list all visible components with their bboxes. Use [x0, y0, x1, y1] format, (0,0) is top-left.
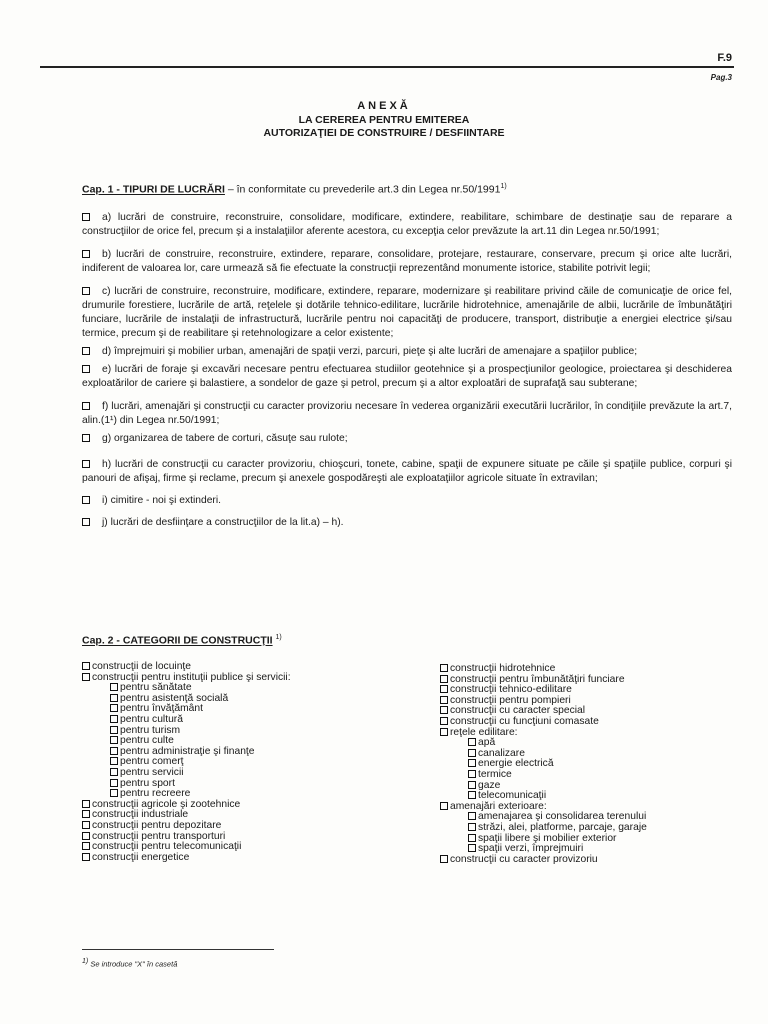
- category-item: [82, 853, 291, 864]
- cap2-left-column: [82, 662, 291, 863]
- checkbox[interactable]: [82, 821, 90, 829]
- category-label: termice: [478, 768, 512, 780]
- work-type-label: e) lucrări de foraje şi excavări necesare pentru efectuarea studiilor geotehnice şi a prospecţiunilor geologice, proiectarea şi deschiderea exploatărilor de cariere şi balastiere, a sondelor de gaze şi petrol, precum şi a altor exploatări de suprafaţă sau subterane;: [82, 364, 732, 389]
- title-line-3: AUTORIZAŢIEI DE CONSTRUIRE / DESFIINTARE: [263, 127, 505, 139]
- checkbox[interactable]: [440, 696, 448, 704]
- checkbox[interactable]: [110, 704, 118, 712]
- category-label: pentru învăţământ: [120, 703, 203, 715]
- title-line-2: LA CEREREA PENTRU EMITEREA: [298, 114, 470, 126]
- category-label: construcţii pentru depozitare: [92, 819, 222, 831]
- category-label: construcţii cu caracter provizoriu: [450, 853, 598, 865]
- checkbox[interactable]: [82, 853, 90, 861]
- work-type-item: [82, 285, 732, 341]
- category-item: [82, 747, 291, 758]
- category-label: pentru sport: [120, 777, 175, 789]
- cap1-subtitle: – în conformitate cu prevederile art.3 din Legea nr.50/1991: [224, 183, 501, 196]
- checkbox[interactable]: [440, 802, 448, 810]
- footnote-marker: 1): [82, 958, 89, 965]
- checkbox[interactable]: [82, 434, 90, 442]
- category-item: [440, 770, 647, 781]
- category-label: pentru comerţ: [120, 756, 184, 768]
- checkbox[interactable]: [82, 365, 90, 373]
- footnote-rule: [82, 949, 274, 950]
- checkbox[interactable]: [440, 675, 448, 683]
- category-label: energie electrică: [478, 758, 554, 770]
- category-label: telecomunicaţii: [478, 790, 547, 802]
- checkbox[interactable]: [110, 683, 118, 691]
- checkbox[interactable]: [468, 759, 476, 767]
- category-label: construcţii industriale: [92, 809, 189, 821]
- category-item: [82, 757, 291, 768]
- category-label: pentru sănătate: [120, 682, 192, 694]
- checkbox[interactable]: [82, 518, 90, 526]
- work-type-label: c) lucrări de construire, reconstruire, modificare, extindere, reparare, modernizare şi reabilitare privind căile de comunicaţie de orice fel, drumurile forestiere, lucrările de artă, reţelele şi dotările tehnico-edilitare, lucrările hidrotehnice, amenajările de albii, lucrările de îmbunătăţiri funciare, lucrările de instalaţii de infrastructură, lucrările pentru noi capacităţi de producere, transport, distribuţie a energiei electrice şi/sau termice, precum şi de reabilitare şi retehnologizare a celor existente;: [82, 286, 732, 339]
- document-title: [0, 100, 768, 140]
- checkbox[interactable]: [440, 706, 448, 714]
- category-label: pentru recreere: [120, 788, 191, 800]
- work-type-item: [82, 494, 732, 508]
- form-code: F.9: [717, 52, 732, 64]
- checkbox[interactable]: [110, 768, 118, 776]
- checkbox[interactable]: [468, 812, 476, 820]
- work-type-item: [82, 432, 732, 446]
- checkbox[interactable]: [468, 844, 476, 852]
- work-type-item: [82, 516, 732, 530]
- work-type-item: [82, 458, 732, 486]
- category-item: [82, 726, 291, 737]
- work-type-label: i) cimitire - noi şi extinderi.: [102, 495, 222, 506]
- category-label: construcţii tehnico-edilitare: [450, 684, 572, 696]
- header-rule: [40, 66, 734, 68]
- checkbox[interactable]: [82, 662, 90, 670]
- title-annex: ANEXĂ: [357, 100, 411, 112]
- category-label: construcţii pentru pompieri: [450, 694, 571, 706]
- category-item: [440, 855, 647, 866]
- cap1-footnote-ref: 1): [500, 183, 507, 190]
- work-type-item: [82, 400, 732, 428]
- work-type-item: [82, 248, 732, 276]
- checkbox[interactable]: [468, 738, 476, 746]
- category-label: amenajări exterioare:: [450, 800, 547, 812]
- category-label: gaze: [478, 779, 501, 791]
- checkbox[interactable]: [110, 779, 118, 787]
- checkbox[interactable]: [82, 213, 90, 221]
- checkbox[interactable]: [110, 694, 118, 702]
- checkbox[interactable]: [468, 834, 476, 842]
- checkbox[interactable]: [82, 832, 90, 840]
- cap2-footnote-ref: 1): [275, 634, 282, 641]
- category-label: pentru culte: [120, 735, 174, 747]
- category-label: amenajarea şi consolidarea terenului: [478, 811, 647, 823]
- checkbox[interactable]: [82, 800, 90, 808]
- work-type-label: g) organizarea de tabere de corturi, căsuţe sau rulote;: [102, 433, 348, 444]
- category-label: spaţii libere şi mobilier exterior: [478, 832, 617, 844]
- category-label: construcţii cu caracter special: [450, 705, 586, 717]
- category-label: pentru turism: [120, 724, 181, 736]
- work-type-label: d) împrejmuiri şi mobilier urban, amenajări de spaţii verzi, parcuri, pieţe şi alte lucrări de amenajare a spaţiilor publice;: [102, 346, 638, 357]
- category-label: construcţii pentru instituţii publice şi servicii:: [92, 671, 291, 683]
- cap1-heading: [82, 183, 507, 196]
- category-label: pentru asistenţă socială: [120, 692, 229, 704]
- checkbox[interactable]: [440, 664, 448, 672]
- cap2-right-column: [440, 664, 647, 865]
- checkbox[interactable]: [82, 250, 90, 258]
- category-label: pentru servicii: [120, 766, 184, 778]
- checkbox[interactable]: [82, 842, 90, 850]
- checkbox[interactable]: [110, 726, 118, 734]
- category-label: pentru administraţie şi finanţe: [120, 745, 255, 757]
- work-type-label: f) lucrări, amenajări şi construcţii cu caracter provizoriu necesare în vederea organizării executării lucrărilor, în condiţiile prevăzute la art.7, alin.(1¹) din Legea nr.50/1991;: [82, 401, 732, 426]
- category-label: construcţii pentru transporturi: [92, 830, 226, 842]
- checkbox[interactable]: [82, 402, 90, 410]
- work-type-item: [82, 211, 732, 239]
- checkbox[interactable]: [82, 810, 90, 818]
- checkbox[interactable]: [468, 823, 476, 831]
- checkbox[interactable]: [110, 747, 118, 755]
- category-label: construcţii cu funcţiuni comasate: [450, 715, 599, 727]
- category-item: [82, 704, 291, 715]
- category-label: străzi, alei, platforme, parcaje, garaje: [478, 821, 647, 833]
- checkbox[interactable]: [82, 347, 90, 355]
- work-type-label: b) lucrări de construire, reconstruire, extindere, reparare, consolidare, protejare, restaurare, conservare, precum şi orice alte lucrări, indiferent de valoarea lor, care urmează să fie efectuate la construcţii reprezentând monumente istorice, stabilite potrivit legii;: [82, 249, 732, 274]
- checkbox[interactable]: [110, 789, 118, 797]
- checkbox[interactable]: [440, 855, 448, 863]
- work-type-item: [82, 363, 732, 391]
- checkbox[interactable]: [82, 496, 90, 504]
- footnote: [82, 958, 177, 969]
- category-label: construcţii energetice: [92, 851, 190, 863]
- category-label: pentru cultură: [120, 713, 183, 725]
- checkbox[interactable]: [468, 770, 476, 778]
- category-item: [440, 738, 647, 749]
- cap1-title: Cap. 1 - TIPURI DE LUCRĂRI: [82, 183, 225, 196]
- checkbox[interactable]: [468, 791, 476, 799]
- category-label: construcţii hidrotehnice: [450, 663, 556, 674]
- footnote-text: Se introduce "X" în casetă: [88, 959, 178, 969]
- checkbox[interactable]: [82, 287, 90, 295]
- category-label: construcţii agricole şi zootehnice: [92, 798, 241, 810]
- cap2-heading: [82, 634, 282, 647]
- checkbox[interactable]: [440, 728, 448, 736]
- checkbox[interactable]: [82, 673, 90, 681]
- category-label: canalizare: [478, 747, 525, 759]
- checkbox[interactable]: [468, 749, 476, 757]
- checkbox[interactable]: [82, 460, 90, 468]
- cap1-items: [82, 211, 732, 530]
- checkbox[interactable]: [440, 717, 448, 725]
- category-label: apă: [478, 737, 496, 749]
- checkbox[interactable]: [468, 781, 476, 789]
- checkbox[interactable]: [110, 757, 118, 765]
- category-item: [82, 715, 291, 726]
- category-label: construcţii de locuinţe: [92, 661, 192, 672]
- work-type-label: a) lucrări de construire, reconstruire, consolidare, modificare, extindere, reabilitare, schimbare de destinaţie sau de reparare a construcţiilor de orice fel, precum şi a instalaţiilor aferente acestora, cu excepţia celor prevăzute la art.11 din Legea nr.50/1991;: [82, 212, 732, 237]
- category-item: [440, 728, 647, 739]
- work-type-label: h) lucrări de construcţii cu caracter provizoriu, chioşcuri, tonete, cabine, spaţii de expunere situate pe căile şi spaţiile publice, corpuri şi panouri de afişaj, firme şi reclame, precum şi anexele gospodăreşti ale exploataţiilor agricole situate în extravilan;: [82, 459, 732, 484]
- category-item: [440, 759, 647, 770]
- category-label: reţele edilitare:: [450, 726, 518, 738]
- category-label: spaţii verzi, împrejmuiri: [478, 843, 584, 855]
- work-type-label: j) lucrări de desfiinţare a construcţiilor de la lit.a) – h).: [102, 517, 344, 528]
- page-number: Pag.3: [710, 73, 732, 82]
- cap2-title: Cap. 2 - CATEGORII DE CONSTRUCŢII: [82, 634, 273, 647]
- checkbox[interactable]: [110, 715, 118, 723]
- checkbox[interactable]: [440, 685, 448, 693]
- category-item: [82, 768, 291, 779]
- checkbox[interactable]: [110, 736, 118, 744]
- category-label: construcţii pentru telecomunicaţii: [92, 841, 242, 853]
- category-label: construcţii pentru îmbunătăţiri funciare: [450, 673, 625, 685]
- work-type-item: [82, 345, 732, 359]
